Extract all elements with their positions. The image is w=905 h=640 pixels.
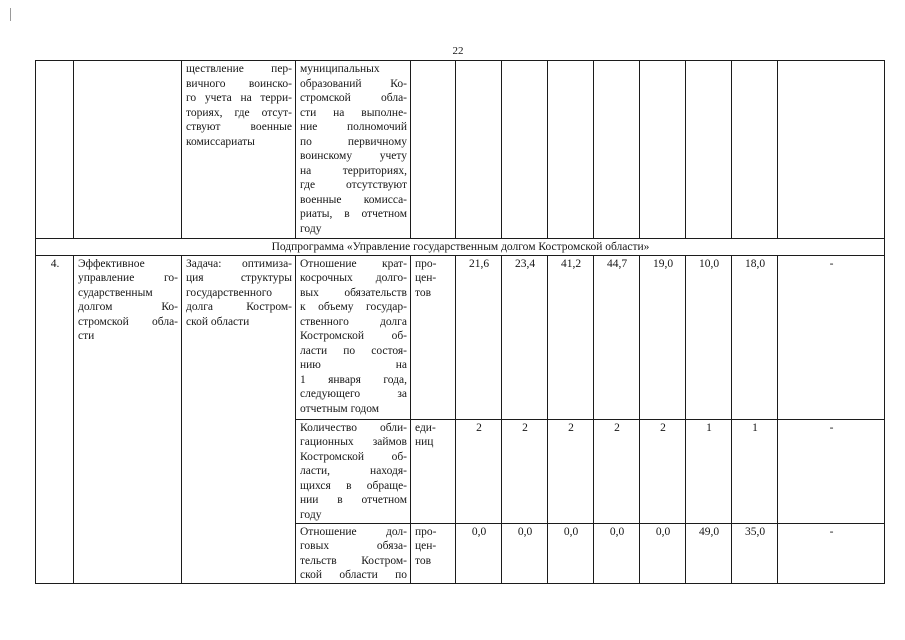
- unit-cell: [411, 255, 456, 419]
- value-cell: 2: [640, 419, 686, 523]
- indicator-text: [300, 421, 407, 523]
- value-cell: 41,2: [548, 255, 594, 419]
- task-text: [186, 62, 292, 149]
- text-line: стромской обла-: [300, 92, 407, 104]
- indicator-cell: [296, 61, 411, 239]
- text-line: ществление пер-: [186, 63, 292, 75]
- text-line: нию на: [300, 359, 407, 371]
- value-cell: 35,0: [732, 523, 778, 583]
- item-number: 4.: [36, 255, 74, 583]
- text-line: ниц: [415, 436, 434, 448]
- text-line: риаты, в отчетном: [300, 208, 407, 220]
- value-cell: 18,0: [732, 255, 778, 419]
- text-line: Костромской об-: [300, 330, 407, 342]
- note-cell: -: [778, 523, 885, 583]
- text-line: долга Костром-: [186, 301, 292, 313]
- text-line: отчетным годом: [300, 402, 380, 415]
- empty-cell: [456, 61, 502, 239]
- note-cell: -: [778, 255, 885, 419]
- text-line: ние полномочий: [300, 121, 407, 133]
- indicator-cell: [296, 523, 411, 583]
- unit-cell: [411, 419, 456, 523]
- unit-cell: [411, 523, 456, 583]
- note-cell: -: [778, 419, 885, 523]
- value-cell: 2: [502, 419, 548, 523]
- task-text: [186, 257, 292, 330]
- text-line: Отношение крат-: [300, 257, 407, 270]
- text-line: государственного: [186, 286, 272, 299]
- text-line: управление го-: [78, 272, 178, 284]
- value-cell: 0,0: [640, 523, 686, 583]
- text-line: тов: [415, 286, 432, 299]
- empty-cell: [732, 61, 778, 239]
- text-line: цен-: [415, 272, 437, 284]
- text-line: щихся в обраще-: [300, 479, 407, 492]
- task-cell: [182, 255, 296, 583]
- text-line: косрочных долго-: [300, 272, 407, 284]
- goal-text: [78, 257, 178, 344]
- indicators-table: [35, 60, 885, 584]
- value-cell: 0,0: [548, 523, 594, 583]
- text-line: ской области: [186, 315, 250, 328]
- text-line: ствуют военные: [186, 121, 292, 133]
- table-row: [36, 255, 885, 419]
- subprogram-header: Подпрограмма «Управление государственным долгом Костромской области»: [36, 239, 885, 256]
- text-line: ласти, находя-: [300, 465, 407, 477]
- text-line: образований Ко-: [300, 77, 407, 90]
- text-line: к объему государ-: [300, 301, 407, 313]
- text-line: Костромской об-: [300, 450, 407, 463]
- text-line: про-: [415, 525, 437, 538]
- empty-cell: [74, 61, 182, 239]
- text-line: тельств Костром-: [300, 554, 407, 567]
- indicator-text: [300, 257, 407, 417]
- indicator-text: [300, 62, 407, 236]
- empty-cell: [502, 61, 548, 239]
- value-cell: 0,0: [594, 523, 640, 583]
- unit-text: [415, 257, 452, 301]
- text-line: Задача: оптимиза-: [186, 257, 292, 270]
- text-line: сти на выполне-: [300, 106, 407, 119]
- value-cell: 2: [456, 419, 502, 523]
- empty-cell: [640, 61, 686, 239]
- empty-cell: [36, 61, 74, 239]
- text-line: Количество обли-: [300, 421, 407, 434]
- text-line: где отсутствуют: [300, 179, 407, 191]
- indicator-text: [300, 525, 407, 583]
- text-line: го учета на терри-: [186, 92, 292, 104]
- table-row: [36, 239, 885, 256]
- text-line: Отношение дол-: [300, 525, 407, 538]
- unit-text: [415, 421, 452, 450]
- value-cell: 0,0: [502, 523, 548, 583]
- text-line: ственного долга: [300, 315, 407, 328]
- goal-cell: [74, 255, 182, 583]
- text-line: по первичному: [300, 135, 407, 148]
- text-line: на территориях,: [300, 164, 407, 177]
- text-line: ция структуры: [186, 272, 292, 284]
- text-line: 1 января года,: [300, 373, 407, 386]
- text-line: еди-: [415, 421, 436, 434]
- text-line: говых обяза-: [300, 540, 407, 552]
- text-line: вичного воинско-: [186, 77, 292, 90]
- text-line: гационных займов: [300, 436, 407, 448]
- text-line: муниципальных: [300, 63, 380, 75]
- task-cell: [182, 61, 296, 239]
- unit-text: [415, 525, 452, 569]
- scan-mark: [10, 8, 11, 21]
- value-cell: 1: [686, 419, 732, 523]
- indicator-cell: [296, 419, 411, 523]
- text-line: сти: [78, 330, 95, 342]
- text-line: нии в отчетном: [300, 494, 407, 506]
- value-cell: 21,6: [456, 255, 502, 419]
- value-cell: 44,7: [594, 255, 640, 419]
- empty-cell: [778, 61, 885, 239]
- value-cell: 49,0: [686, 523, 732, 583]
- text-line: году: [300, 508, 322, 521]
- value-cell: 2: [548, 419, 594, 523]
- value-cell: 23,4: [502, 255, 548, 419]
- text-line: сударственным: [78, 286, 153, 299]
- empty-cell: [594, 61, 640, 239]
- empty-cell: [548, 61, 594, 239]
- table-row: [36, 61, 885, 239]
- text-line: воинскому учету: [300, 150, 407, 162]
- text-line: комиссариаты: [186, 135, 255, 148]
- value-cell: 0,0: [456, 523, 502, 583]
- page-number: 22: [452, 45, 464, 57]
- text-line: ской области по: [300, 569, 407, 581]
- text-line: военные комисса-: [300, 193, 407, 206]
- text-line: тов: [415, 554, 432, 567]
- text-line: следующего за: [300, 388, 407, 400]
- empty-cell: [411, 61, 456, 239]
- text-line: цен-: [415, 540, 437, 552]
- indicator-cell: [296, 255, 411, 419]
- text-line: про-: [415, 257, 437, 270]
- empty-cell: [686, 61, 732, 239]
- value-cell: 19,0: [640, 255, 686, 419]
- text-line: долгом Ко-: [78, 301, 178, 313]
- text-line: ториях, где отсут-: [186, 106, 292, 119]
- value-cell: 10,0: [686, 255, 732, 419]
- text-line: вых обязательств: [300, 286, 407, 299]
- text-line: году: [300, 222, 322, 235]
- text-line: ласти по состоя-: [300, 344, 407, 357]
- text-line: Эффективное: [78, 257, 145, 270]
- value-cell: 1: [732, 419, 778, 523]
- value-cell: 2: [594, 419, 640, 523]
- text-line: стромской обла-: [78, 315, 178, 328]
